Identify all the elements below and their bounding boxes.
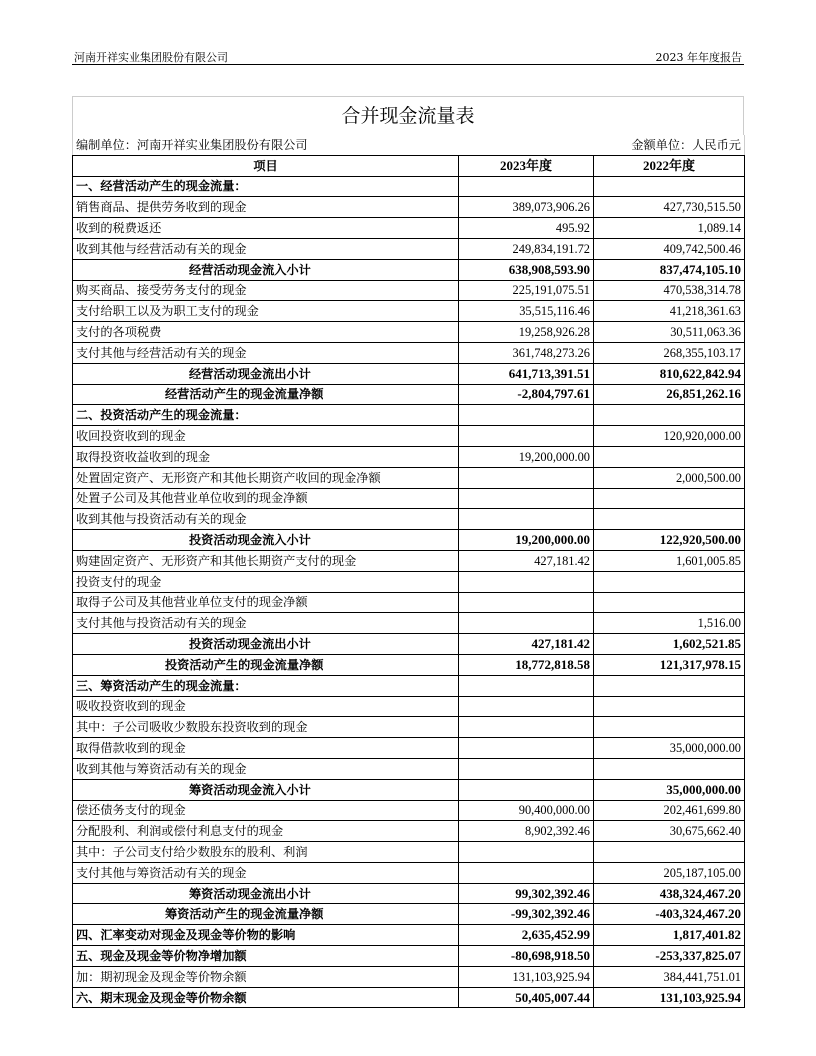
row-label: 收回投资收到的现金 <box>73 426 459 447</box>
row-label: 其中：子公司吸收少数股东投资收到的现金 <box>73 717 459 738</box>
value-2023: 19,258,926.28 <box>459 322 594 343</box>
table-row <box>73 821 745 842</box>
value-2022 <box>594 675 745 696</box>
row-label: 经营活动产生的现金流量净额 <box>73 384 459 405</box>
row-label: 支付给职工以及为职工支付的现金 <box>73 301 459 322</box>
value-2023 <box>459 675 594 696</box>
value-2022 <box>594 717 745 738</box>
col-2022-header: 2022年度 <box>594 155 745 176</box>
value-2022: 384,441,751.01 <box>594 966 745 987</box>
value-2023 <box>459 405 594 426</box>
row-label: 取得子公司及其他营业单位支付的现金净额 <box>73 592 459 613</box>
value-2022: 120,920,000.00 <box>594 426 745 447</box>
table-row <box>73 259 745 280</box>
value-2022: 1,817,401.82 <box>594 925 745 946</box>
row-label: 投资活动产生的现金流量净额 <box>73 654 459 675</box>
value-2022: 205,187,105.00 <box>594 862 745 883</box>
value-2023: 18,772,818.58 <box>459 654 594 675</box>
table-row <box>73 592 745 613</box>
table-row <box>73 571 745 592</box>
table-row <box>73 925 745 946</box>
value-2022 <box>594 842 745 863</box>
value-2023 <box>459 467 594 488</box>
value-2023: 389,073,906.26 <box>459 197 594 218</box>
table-row <box>73 238 745 259</box>
table-row <box>73 675 745 696</box>
row-label: 收到其他与经营活动有关的现金 <box>73 238 459 259</box>
table-row <box>73 467 745 488</box>
table-row <box>73 384 745 405</box>
value-2022: 121,317,978.15 <box>594 654 745 675</box>
table-row <box>73 862 745 883</box>
header-report: 2023 年年度报告 <box>655 51 742 64</box>
value-2022 <box>594 758 745 779</box>
value-2023: 2,635,452.99 <box>459 925 594 946</box>
value-2023: 641,713,391.51 <box>459 363 594 384</box>
table-row <box>73 218 745 239</box>
row-label: 销售商品、提供劳务收到的现金 <box>73 197 459 218</box>
value-2023 <box>459 592 594 613</box>
table-row <box>73 363 745 384</box>
table-row <box>73 322 745 343</box>
row-label: 支付其他与投资活动有关的现金 <box>73 613 459 634</box>
row-label: 购买商品、接受劳务支付的现金 <box>73 280 459 301</box>
table-row <box>73 758 745 779</box>
table-row <box>73 426 745 447</box>
value-2022: 1,602,521.85 <box>594 634 745 655</box>
value-2022: 438,324,467.20 <box>594 883 745 904</box>
value-2022 <box>594 696 745 717</box>
table-row <box>73 280 745 301</box>
value-2023 <box>459 571 594 592</box>
table-row <box>73 842 745 863</box>
row-label: 收到其他与投资活动有关的现金 <box>73 509 459 530</box>
table-row <box>73 176 745 197</box>
row-label: 经营活动现金流出小计 <box>73 363 459 384</box>
value-2023: 427,181.42 <box>459 634 594 655</box>
table-row <box>73 800 745 821</box>
row-label: 其中：子公司支付给少数股东的股利、利润 <box>73 842 459 863</box>
value-2022 <box>594 405 745 426</box>
value-2022: 470,538,314.78 <box>594 280 745 301</box>
table-row <box>73 946 745 967</box>
table-row <box>73 717 745 738</box>
table-header-row <box>73 155 745 176</box>
value-2022 <box>594 592 745 613</box>
table-row <box>73 696 745 717</box>
value-2023 <box>459 488 594 509</box>
value-2023: 19,200,000.00 <box>459 446 594 467</box>
row-label: 取得投资收益收到的现金 <box>73 446 459 467</box>
row-label: 筹资活动产生的现金流量净额 <box>73 904 459 925</box>
value-2022: 1,089.14 <box>594 218 745 239</box>
table-row <box>73 488 745 509</box>
value-2023 <box>459 717 594 738</box>
value-2023: 90,400,000.00 <box>459 800 594 821</box>
value-2023: 19,200,000.00 <box>459 530 594 551</box>
value-2023 <box>459 862 594 883</box>
table-row <box>73 634 745 655</box>
row-label: 收到其他与筹资活动有关的现金 <box>73 758 459 779</box>
table-row <box>73 987 745 1008</box>
value-2022: 409,742,500.46 <box>594 238 745 259</box>
row-label: 加：期初现金及现金等价物余额 <box>73 966 459 987</box>
row-label: 投资支付的现金 <box>73 571 459 592</box>
value-2022: 35,000,000.00 <box>594 738 745 759</box>
value-2022 <box>594 488 745 509</box>
row-label: 筹资活动现金流入小计 <box>73 779 459 800</box>
cash-flow-statement <box>72 96 744 1008</box>
col-item-header: 项目 <box>73 155 459 176</box>
value-2023: -2,804,797.61 <box>459 384 594 405</box>
value-2023 <box>459 176 594 197</box>
value-2022: -403,324,467.20 <box>594 904 745 925</box>
value-2022: 30,675,662.40 <box>594 821 745 842</box>
table-row <box>73 550 745 571</box>
row-label: 支付其他与筹资活动有关的现金 <box>73 862 459 883</box>
value-2022: 131,103,925.94 <box>594 987 745 1008</box>
value-2022 <box>594 509 745 530</box>
value-2023 <box>459 842 594 863</box>
table-row <box>73 904 745 925</box>
value-2023: 427,181.42 <box>459 550 594 571</box>
header-company: 河南开祥实业集团股份有限公司 <box>74 51 228 64</box>
value-2023 <box>459 758 594 779</box>
value-2023: 225,191,075.51 <box>459 280 594 301</box>
row-label: 二、投资活动产生的现金流量： <box>73 405 459 426</box>
row-label: 一、经营活动产生的现金流量： <box>73 176 459 197</box>
value-2023: -80,698,918.50 <box>459 946 594 967</box>
value-2022 <box>594 176 745 197</box>
row-label: 偿还债务支付的现金 <box>73 800 459 821</box>
row-label: 经营活动现金流入小计 <box>73 259 459 280</box>
row-label: 支付的各项税费 <box>73 322 459 343</box>
table-row <box>73 883 745 904</box>
value-2022 <box>594 571 745 592</box>
value-2023: 361,748,273.26 <box>459 342 594 363</box>
value-2023 <box>459 738 594 759</box>
row-label: 支付其他与经营活动有关的现金 <box>73 342 459 363</box>
table-row <box>73 530 745 551</box>
table-row <box>73 738 745 759</box>
row-label: 投资活动现金流出小计 <box>73 634 459 655</box>
value-2023: 249,834,191.72 <box>459 238 594 259</box>
row-label: 取得借款收到的现金 <box>73 738 459 759</box>
value-2023: 8,902,392.46 <box>459 821 594 842</box>
value-2023 <box>459 696 594 717</box>
table-row <box>73 405 745 426</box>
table-row <box>73 779 745 800</box>
table-row <box>73 654 745 675</box>
table-row <box>73 342 745 363</box>
value-2023 <box>459 613 594 634</box>
value-2023 <box>459 779 594 800</box>
row-label: 五、现金及现金等价物净增加额 <box>73 946 459 967</box>
row-label: 筹资活动现金流出小计 <box>73 883 459 904</box>
row-label: 三、筹资活动产生的现金流量： <box>73 675 459 696</box>
value-2023: 35,515,116.46 <box>459 301 594 322</box>
value-2022: 26,851,262.16 <box>594 384 745 405</box>
col-2023-header: 2023年度 <box>459 155 594 176</box>
value-2023: -99,302,392.46 <box>459 904 594 925</box>
value-2023: 99,302,392.46 <box>459 883 594 904</box>
value-2022: 30,511,063.36 <box>594 322 745 343</box>
value-2022: 1,516.00 <box>594 613 745 634</box>
currency-unit: 金额单位：人民币元 <box>594 135 745 155</box>
value-2022: 35,000,000.00 <box>594 779 745 800</box>
compiler-unit: 编制单位：河南开祥实业集团股份有限公司 <box>73 135 459 155</box>
table-row <box>73 613 745 634</box>
value-2023: 50,405,007.44 <box>459 987 594 1008</box>
cash-flow-table <box>72 135 745 1008</box>
statement-title: 合并现金流量表 <box>72 96 744 135</box>
row-label: 吸收投资收到的现金 <box>73 696 459 717</box>
table-row <box>73 446 745 467</box>
value-2023: 638,908,593.90 <box>459 259 594 280</box>
value-2022: 202,461,699.80 <box>594 800 745 821</box>
value-2023 <box>459 509 594 530</box>
row-label: 处置固定资产、无形资产和其他长期资产收回的现金净额 <box>73 467 459 488</box>
row-label: 六、期末现金及现金等价物余额 <box>73 987 459 1008</box>
table-row <box>73 301 745 322</box>
value-2022: 268,355,103.17 <box>594 342 745 363</box>
value-2023: 131,103,925.94 <box>459 966 594 987</box>
page-header <box>72 48 744 65</box>
value-2023 <box>459 426 594 447</box>
value-2022: -253,337,825.07 <box>594 946 745 967</box>
row-label: 投资活动现金流入小计 <box>73 530 459 551</box>
row-label: 分配股利、利润或偿付利息支付的现金 <box>73 821 459 842</box>
value-2023: 495.92 <box>459 218 594 239</box>
value-2022: 41,218,361.63 <box>594 301 745 322</box>
row-label: 收到的税费返还 <box>73 218 459 239</box>
value-2022: 837,474,105.10 <box>594 259 745 280</box>
value-2022: 427,730,515.50 <box>594 197 745 218</box>
row-label: 购建固定资产、无形资产和其他长期资产支付的现金 <box>73 550 459 571</box>
row-label: 处置子公司及其他营业单位收到的现金净额 <box>73 488 459 509</box>
table-row <box>73 197 745 218</box>
table-row <box>73 509 745 530</box>
value-2022: 2,000,500.00 <box>594 467 745 488</box>
value-2022 <box>594 446 745 467</box>
value-2022: 810,622,842.94 <box>594 363 745 384</box>
value-2022: 122,920,500.00 <box>594 530 745 551</box>
row-label: 四、汇率变动对现金及现金等价物的影响 <box>73 925 459 946</box>
value-2022: 1,601,005.85 <box>594 550 745 571</box>
table-row <box>73 966 745 987</box>
